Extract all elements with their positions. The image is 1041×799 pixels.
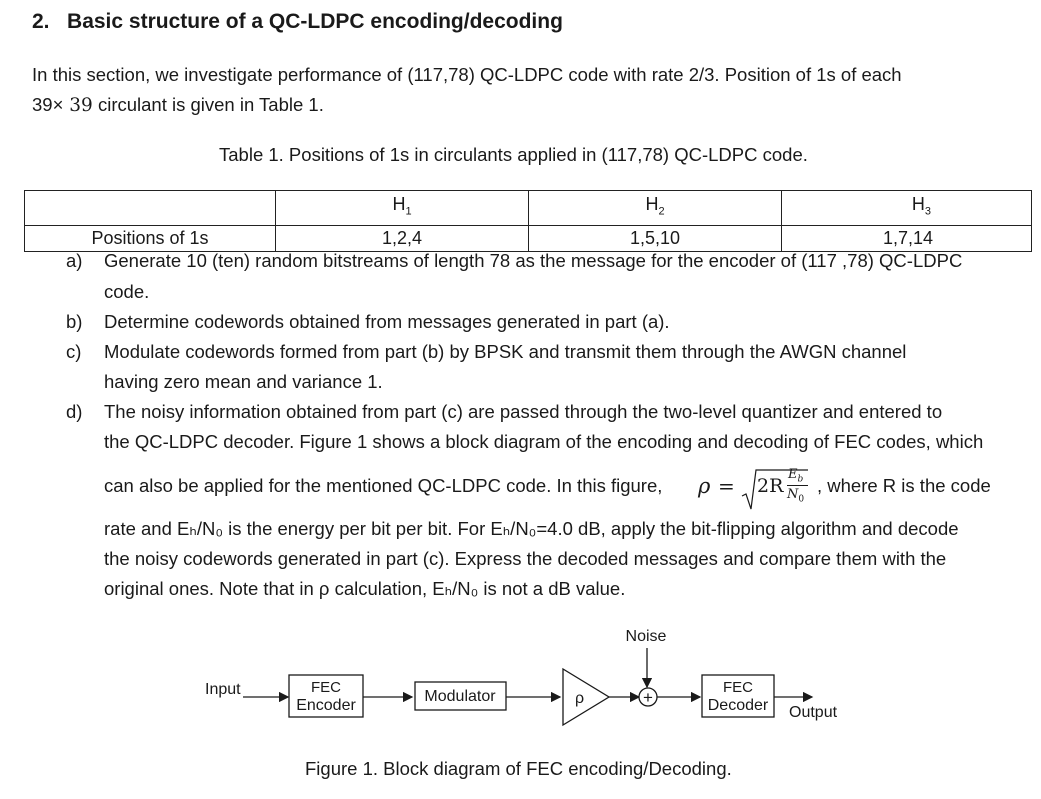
item-a-letter: a) — [66, 250, 83, 271]
item-c-line-1: Modulate codewords formed from part (b) by BPSK and transmit them through the AWGN channel — [104, 341, 907, 362]
intro-rest: circulant is given in Table 1. — [92, 94, 324, 115]
intro-line-1: In this section, we investigate performance of (117,78) QC-LDPC code with rate 2/3. Position of 1s of each — [32, 64, 902, 85]
two-r: 2R — [757, 475, 784, 497]
rho-formula — [698, 468, 813, 512]
item-c-line-2: having zero mean and variance 1. — [104, 371, 383, 392]
table-cell-h1: 1,2,4 — [276, 225, 529, 251]
encoder-label-2: Encoder — [296, 697, 356, 714]
noise-label: Noise — [625, 628, 667, 645]
table-header-row — [25, 191, 1032, 226]
table-caption: Table 1. Positions of 1s in circulants applied in (117,78) QC-LDPC code. — [219, 144, 808, 165]
section-title: Basic structure of a QC-LDPC encoding/decoding — [67, 10, 563, 33]
frac-denominator: $N_0$ — [787, 487, 805, 505]
amplifier-triangle — [563, 669, 609, 725]
frac-numerator: $E_b$ — [788, 467, 804, 485]
output-label: Output — [789, 704, 838, 721]
frac-bar — [787, 485, 808, 486]
intro-dim-a: 39× — [32, 94, 64, 115]
section-heading — [32, 10, 563, 34]
item-d-line-6: original ones. Note that in ρ calculation, Eₕ/N₀ is not a dB value. — [104, 578, 626, 599]
table-header-h1: $H_1$ — [276, 191, 529, 226]
modulator-label: Modulator — [424, 688, 496, 705]
item-d-line-4: rate and Eₕ/N₀ is the energy per bit per bit. For Eₕ/N₀=4.0 dB, apply the bit-flipping algorithm and decode — [104, 518, 959, 539]
circulant-table — [24, 190, 1032, 252]
amplifier-label: ρ — [575, 690, 585, 707]
intro-line-2 — [32, 90, 324, 121]
input-label: Input — [205, 681, 241, 698]
item-d-letter: d) — [66, 401, 83, 422]
item-d-line-3-pre: can also be applied for the mentioned QC-LDPC code. In this figure, — [104, 475, 663, 496]
item-a-line-1: Generate 10 (ten) random bitstreams of length 78 as the message for the encoder of (117 ,78) QC-LDPC — [104, 250, 963, 271]
adder-plus: + — [643, 688, 653, 707]
item-b-line-1: Determine codewords obtained from messages generated in part (a). — [104, 311, 670, 332]
item-d-line-2: the QC-LDPC decoder. Figure 1 shows a block diagram of the encoding and decoding of FEC codes, which — [104, 431, 984, 452]
item-c-letter: c) — [66, 341, 82, 362]
item-a-line-2: code. — [104, 281, 150, 302]
intro-dim-b: 39 — [63, 95, 93, 116]
section-number: 2. — [32, 10, 50, 33]
figure-caption: Figure 1. Block diagram of FEC encoding/Decoding. — [305, 758, 732, 779]
item-d-line-5: the noisy codewords generated in part (c). Express the decoded messages and compare them with the — [104, 548, 947, 569]
decoder-label-2: Decoder — [707, 697, 769, 714]
table-cell-h2: 1,5,10 — [529, 225, 782, 251]
decoder-label-1: FEC — [723, 679, 753, 696]
table-header-empty — [25, 191, 276, 226]
table-header-h3: $H_3$ — [782, 191, 1032, 226]
equals-sign: = — [718, 474, 735, 498]
item-d-line-3-post: , where R is the code — [817, 475, 991, 496]
rho-symbol: ρ — [698, 474, 711, 498]
table-header-h2: $H_2$ — [529, 191, 782, 226]
table-row — [25, 225, 1032, 251]
block-diagram — [0, 615, 1041, 745]
encoder-label-1: FEC — [311, 679, 341, 696]
item-d-line-1: The noisy information obtained from part (c) are passed through the two-level quantizer and entered to — [104, 401, 943, 422]
item-b-letter: b) — [66, 311, 83, 332]
table-row-label: Positions of 1s — [25, 225, 276, 251]
table-cell-h3: 1,7,14 — [782, 225, 1032, 251]
